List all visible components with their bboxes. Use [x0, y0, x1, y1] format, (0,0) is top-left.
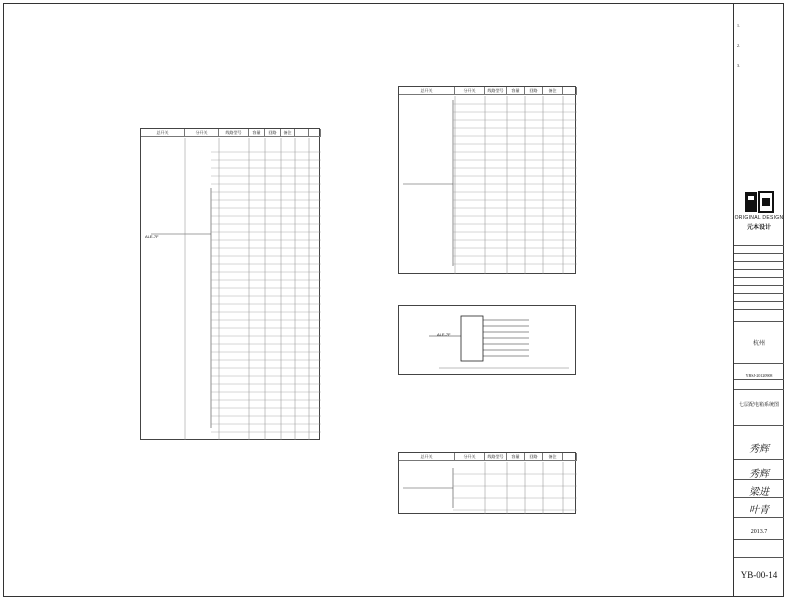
issue-date: 2013.7	[750, 529, 768, 535]
sheet-title: 七层配电箱系统图	[738, 403, 779, 408]
header-capacity: 容量	[507, 87, 525, 95]
header-branch-switch: 分开关	[455, 453, 485, 461]
header-remark: 备注	[543, 87, 563, 95]
drawer-signature: 秀辉	[749, 469, 769, 480]
note-1: 1.	[737, 23, 740, 28]
project-name-line-1: 杭州	[752, 341, 765, 347]
header-main-switch: 总开关	[141, 129, 185, 137]
sheet-number: YB-00-14	[740, 570, 778, 580]
project-number: YBSJ-20120908	[745, 373, 773, 378]
brand-name-en: ORIGINAL DESIGN	[734, 215, 784, 221]
header-circuit: 回路	[525, 87, 543, 95]
header-main-switch: 总开关	[399, 87, 455, 95]
title-block	[733, 3, 784, 597]
logo-icon	[744, 191, 774, 213]
schedule-lines-large	[141, 138, 321, 440]
header-branch-switch: 分开关	[455, 87, 485, 95]
note-3: 3.	[737, 63, 740, 68]
diagram-lines-middle	[399, 306, 577, 376]
approver-signature: 叶青	[749, 505, 769, 516]
header-circuit: 回路	[525, 453, 543, 461]
panel-label: ALE-7F	[145, 234, 159, 239]
schedule-lines-lower	[399, 462, 577, 514]
header-capacity: 容量	[507, 453, 525, 461]
note-2: 2.	[737, 43, 740, 48]
header-extra	[563, 87, 577, 95]
header-cable-type: 线路型号	[485, 87, 507, 95]
header-extra-1	[295, 129, 309, 137]
notes-section	[737, 23, 781, 69]
distribution-diagram-middle	[398, 305, 576, 375]
header-remark: 备注	[281, 129, 295, 137]
schedule-lines-upper	[399, 96, 577, 274]
checker-signature: 梁进	[749, 487, 769, 498]
brand-name-cn: 元本设计	[746, 225, 771, 231]
header-circuit: 回路	[265, 129, 281, 137]
header-capacity: 容量	[249, 129, 265, 137]
header-branch-switch: 分开关	[185, 129, 219, 137]
panel-label: ALE-7F	[437, 332, 451, 337]
header-cable-type: 线路型号	[485, 453, 507, 461]
distribution-schedule-large	[140, 128, 320, 440]
header-cable-type: 线路型号	[219, 129, 249, 137]
header-remark: 备注	[543, 453, 563, 461]
header-main-switch: 总开关	[399, 453, 455, 461]
distribution-schedule-lower	[398, 452, 576, 514]
distribution-schedule-upper	[398, 86, 576, 274]
header-extra-2	[309, 129, 321, 137]
header-extra	[563, 453, 577, 461]
drawing-sheet	[3, 3, 784, 597]
brand-logo	[744, 191, 774, 213]
designer-signature: 秀辉	[749, 444, 769, 455]
